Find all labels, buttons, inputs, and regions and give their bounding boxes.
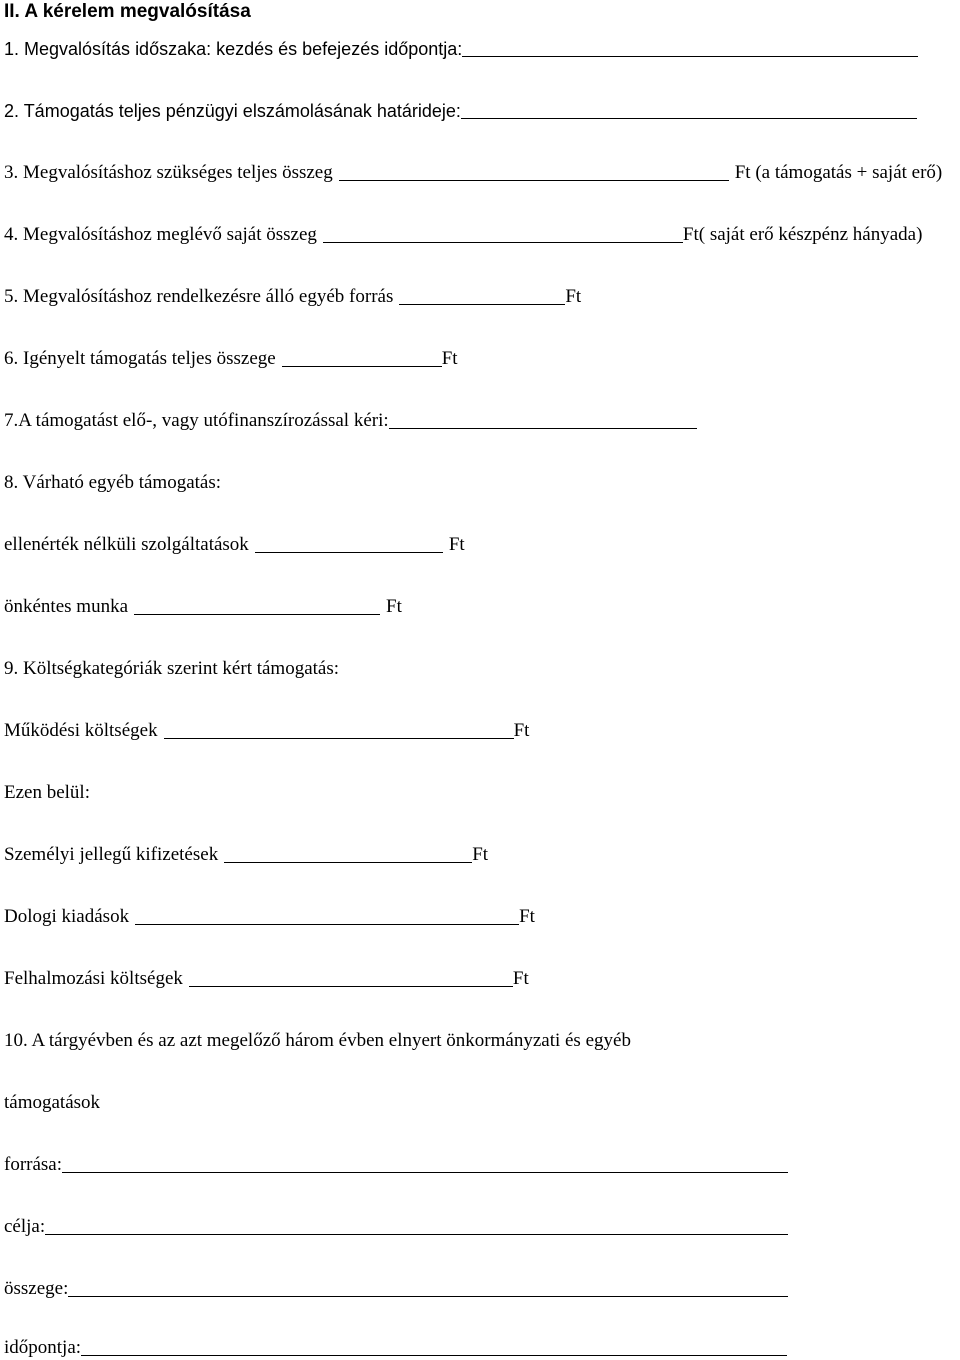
item-6-field[interactable] xyxy=(282,365,442,367)
item-4-field[interactable] xyxy=(323,241,683,243)
item-3-label: 3. Megvalósításhoz szükséges teljes összeg xyxy=(4,162,333,183)
item-9a-row xyxy=(4,717,529,743)
item-10a-row xyxy=(4,1151,788,1177)
item-8a-field[interactable] xyxy=(255,551,443,553)
item-8a-label: ellenérték nélküli szolgáltatások xyxy=(4,534,249,555)
item-10a-label: forrása: xyxy=(4,1154,63,1175)
item-8a-row xyxy=(4,531,465,557)
item-3-suffix: Ft (a támogatás + saját erő) xyxy=(734,162,943,183)
item-9d-suffix: Ft xyxy=(519,906,535,927)
item-2-row xyxy=(4,97,917,123)
item-10-continuation xyxy=(4,1089,100,1115)
item-9c-field[interactable] xyxy=(224,861,472,863)
item-6-row xyxy=(4,345,458,371)
item-9c-label: Személyi jellegű kifizetések xyxy=(4,844,219,865)
item-10-continuation-label: támogatások xyxy=(4,1092,101,1113)
item-9c-suffix: Ft xyxy=(472,844,489,865)
item-10d-label: időpontja: xyxy=(4,1337,82,1358)
item-4-row xyxy=(4,221,922,247)
item-8b-suffix: Ft xyxy=(386,596,402,617)
item-9a-field[interactable] xyxy=(164,737,514,739)
item-8-row xyxy=(4,469,221,495)
section-heading: II. A kérelem megvalósítása xyxy=(4,1,251,22)
item-1-label: 1. Megvalósítás időszaka: kezdés és befejezés időpontja: xyxy=(4,39,463,59)
item-5-row xyxy=(4,283,581,309)
item-8a-suffix: Ft xyxy=(448,534,465,555)
item-8-label: 8. Várható egyéb támogatás: xyxy=(4,472,222,493)
item-9-row xyxy=(4,655,339,681)
item-10b-label: célja: xyxy=(4,1216,46,1237)
item-9e-label: Felhalmozási költségek xyxy=(4,968,183,989)
item-10b-field[interactable] xyxy=(45,1233,788,1235)
item-1-row xyxy=(4,35,918,61)
item-7-row xyxy=(4,407,697,433)
item-9c-row xyxy=(4,841,488,867)
item-8b-field[interactable] xyxy=(134,613,380,615)
item-9e-field[interactable] xyxy=(189,985,513,987)
item-3-row xyxy=(4,159,942,185)
item-7-label: 7.A támogatást elő-, vagy utófinanszírozással kéri: xyxy=(4,410,389,431)
item-9d-row xyxy=(4,903,535,929)
item-5-label: 5. Megvalósításhoz rendelkezésre álló egyéb forrás xyxy=(4,286,394,307)
item-5-field[interactable] xyxy=(399,303,565,305)
item-6-label: 6. Igényelt támogatás teljes összege xyxy=(4,348,276,369)
item-10-label: 10. A tárgyévben és az azt megelőző három évben elnyert önkormányzati és egyéb xyxy=(4,1030,631,1051)
item-1-field[interactable] xyxy=(462,55,918,57)
item-10d-field[interactable] xyxy=(81,1354,787,1356)
item-9d-field[interactable] xyxy=(135,923,519,925)
item-4-suffix: Ft( saját erő készpénz hányada) xyxy=(682,224,923,245)
item-7-field[interactable] xyxy=(389,427,697,429)
item-3-field[interactable] xyxy=(339,179,729,181)
item-10c-label: összege: xyxy=(4,1278,69,1299)
item-10c-field[interactable] xyxy=(68,1295,788,1297)
item-4-label: 4. Megvalósításhoz meglévő saját összeg xyxy=(4,224,317,245)
item-10d-row xyxy=(4,1334,787,1360)
item-9a-suffix: Ft xyxy=(513,720,530,741)
item-10b-row xyxy=(4,1213,788,1239)
item-9d-label: Dologi kiadások xyxy=(4,906,130,927)
item-8b-row xyxy=(4,593,402,619)
item-6-suffix: Ft xyxy=(441,348,458,369)
item-9e-row xyxy=(4,965,529,991)
item-9b-label: Ezen belül: xyxy=(4,782,90,803)
item-5-suffix: Ft xyxy=(565,286,582,307)
item-8b-label: önkéntes munka xyxy=(4,596,129,617)
item-2-label: 2. Támogatás teljes pénzügyi elszámolásának határideje: xyxy=(4,101,461,121)
item-9-label: 9. Költségkategóriák szerint kért támogatás: xyxy=(4,658,340,679)
item-10c-row xyxy=(4,1275,788,1301)
item-10a-field[interactable] xyxy=(62,1171,788,1173)
item-9e-suffix: Ft xyxy=(512,968,529,989)
item-10-row xyxy=(4,1027,631,1053)
item-2-field[interactable] xyxy=(461,117,917,119)
item-9b-row xyxy=(4,779,90,805)
item-9a-label: Működési költségek xyxy=(4,720,158,741)
